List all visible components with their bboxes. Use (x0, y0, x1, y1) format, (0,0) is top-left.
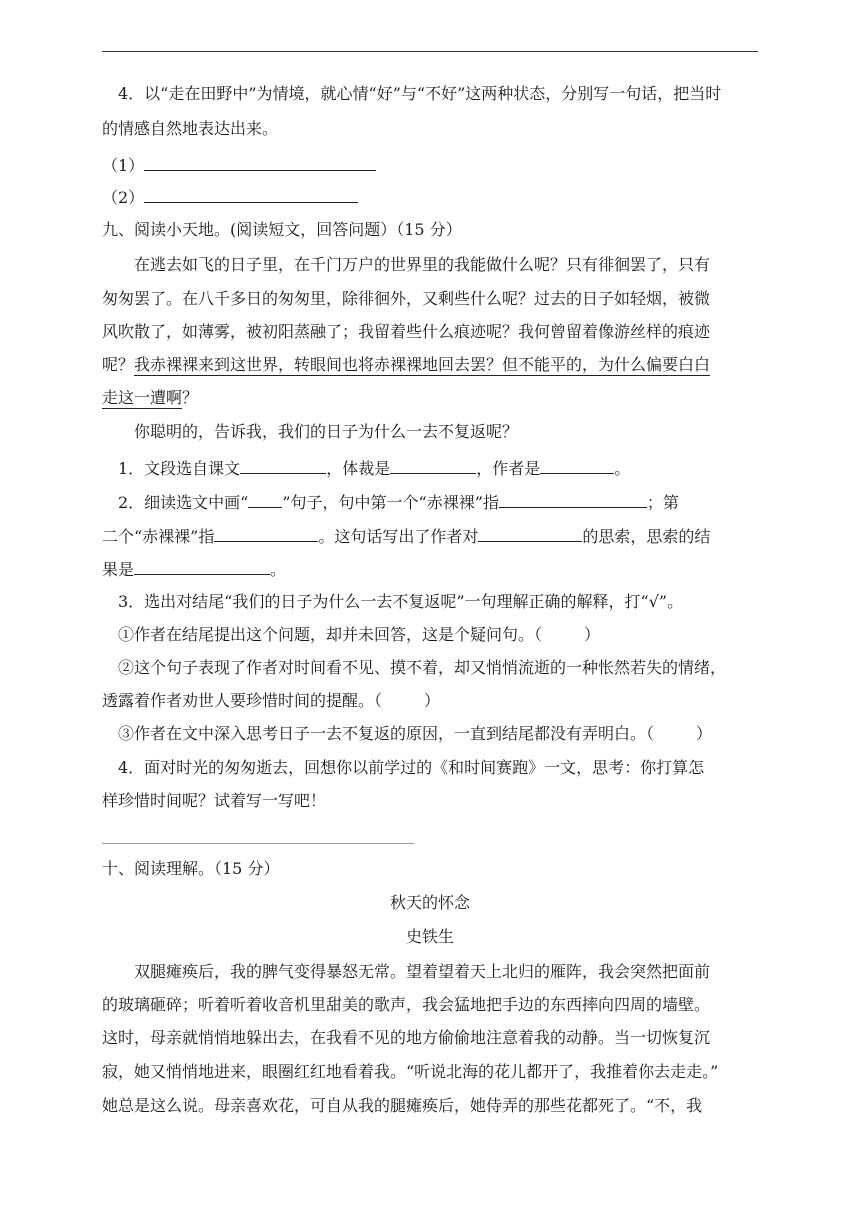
option1-close: ） (584, 625, 601, 644)
passage10-line4: 寂，她又悄悄地进来，眼圈红红地看着我。“听说北海的花儿都开了，我推着你去走走。” (102, 1062, 719, 1081)
passage10-line5: 她总是这么说。母亲喜欢花，可自从我的腿瘫痪后，她侍弄的那些花都死了。“不，我 (102, 1096, 703, 1115)
q9-3-option1 (118, 625, 778, 645)
passage9-line5-plain: ？ (182, 388, 199, 407)
q9-2-line2 (102, 525, 762, 547)
q4-answer-blank-2[interactable] (144, 186, 358, 203)
q9-1-text-d: 。 (614, 459, 631, 478)
q9-2-text-b: ”句子，句中第一个“赤裸裸”指 (282, 493, 499, 512)
passage10-line2: 的玻璃砸碎；听着听着收音机里甜美的歌声，我会猛地把手边的东西摔向四周的墙壁。 (102, 995, 711, 1014)
passage9-line2: 匆匆罢了。在八千多日的匆匆里，除徘徊外，又剩些什么呢？过去的日子如轻烟，被微 (102, 289, 711, 308)
q9-1-blank-author[interactable] (540, 457, 614, 474)
q9-2-line1 (118, 491, 778, 513)
q4-prompt-line1: 4．以“走在田野中”为情境，就心情“好”与“不好”这两种状态，分别写一句话，把当时 (118, 84, 722, 103)
underlined-sentence-part2: 走这一遭啊 (102, 388, 183, 407)
passage9-line1: 在逃去如飞的日子里，在千门万户的世界里的我能做什么呢？只有徘徊罢了，只有 (134, 255, 711, 274)
passage10-line1: 双腿瘫痪后，我的脾气变得暴怒无常。望着望着天上北归的雁阵，我会突然把面前 (134, 962, 711, 981)
q9-1-text-b: ，体裁是 (326, 459, 391, 478)
q9-2-text-c: ；第 (646, 493, 679, 512)
passage9-line4-plain: 呢？ (102, 355, 135, 374)
q9-2-underline-sample (248, 491, 282, 508)
option2-text: 透露着作者劝世人要珍惜时间的提醒。（ (102, 691, 383, 710)
passage9-line5 (102, 388, 762, 408)
q9-1-text-a: 1．文段选自课文 (118, 459, 241, 478)
q9-2-line3 (102, 558, 762, 580)
section9-heading: 九、阅读小天地。(阅读短文，回答问题）（15 分） (102, 220, 462, 239)
q9-2-text-e: 。这句话写出了作者对 (318, 527, 479, 546)
q9-1-blank-genre[interactable] (390, 457, 476, 474)
q9-4-line1: 4．面对时光的匆匆逝去，回想你以前学过的《和时间赛跑》一文，思考：你打算怎 (118, 758, 705, 777)
q9-2-blank-result[interactable] (134, 558, 270, 575)
section10-heading: 十、阅读理解。（15 分） (102, 859, 280, 878)
q9-1 (118, 457, 778, 479)
option3-text: ③作者在文中深入思考日子一去不复返的原因，一直到结尾都没有弄明白。（ (118, 724, 655, 743)
q4-prompt-line2: 的情感自然地表达出来。 (102, 119, 279, 138)
q9-3-option3 (118, 724, 778, 744)
option3-close: ） (696, 724, 713, 743)
passage-author: 史铁生 (405, 927, 454, 946)
q4-answer-blank-1[interactable] (144, 154, 376, 171)
q9-2-text-g: 果是 (102, 560, 135, 579)
q9-1-text-c: ，作者是 (476, 459, 541, 478)
header-rule (102, 51, 758, 52)
q9-2-blank-thinking[interactable] (478, 525, 582, 542)
passage9-line4 (102, 355, 762, 375)
q4-item-label-2: （2） (102, 188, 145, 207)
q4-answer-1 (102, 154, 762, 176)
q9-2-blank-second[interactable] (214, 525, 318, 542)
passage10-line3: 这时，母亲就悄悄地躲出去，在我看不见的地方偷偷地注意着我的动静。当一切恢复沉 (102, 1028, 711, 1047)
q9-2-text-d: 二个“赤裸裸”指 (102, 527, 215, 546)
underlined-sentence-part1: 我赤裸裸来到这世界，转眼间也将赤裸裸地回去罢？但不能平的，为什么偏要白白 (134, 355, 711, 374)
q4-answer-2 (102, 186, 762, 208)
q9-4-line2: 样珍惜时间呢？试着写一写吧！ (102, 791, 327, 810)
q9-4-answer-line[interactable] (102, 843, 414, 844)
q9-2-text-f: 的思索，思索的结 (582, 527, 711, 546)
q9-2-text-a: 2．细读选文中画“ (118, 493, 249, 512)
q9-1-blank-lesson[interactable] (240, 457, 326, 474)
option2-close: ） (424, 691, 441, 710)
q9-3-option2-line2 (102, 691, 762, 711)
passage-title: 秋天的怀念 (389, 893, 470, 912)
q9-3: 3．选出对结尾“我们的日子为什么一去不复返呢”一句理解正确的解释，打“√”。 (118, 592, 684, 611)
q4-item-label-1: （1） (102, 156, 145, 175)
q9-2-text-h: 。 (270, 560, 287, 579)
passage9-line6: 你聪明的，告诉我，我们的日子为什么一去不复返呢？ (134, 422, 519, 441)
option1-text: ①作者在结尾提出这个问题，却并未回答，这是个疑问句。（ (118, 625, 543, 644)
q9-3-option2-line1: ②这个句子表现了作者对时间看不见、摸不着，却又悄悄流逝的一种怅然若失的情绪， (118, 658, 727, 677)
passage9-line3: 风吹散了，如薄雾，被初阳蒸融了；我留着些什么痕迹呢？我何曾留着像游丝样的痕迹 (102, 322, 711, 341)
q9-2-blank-first[interactable] (499, 491, 647, 508)
